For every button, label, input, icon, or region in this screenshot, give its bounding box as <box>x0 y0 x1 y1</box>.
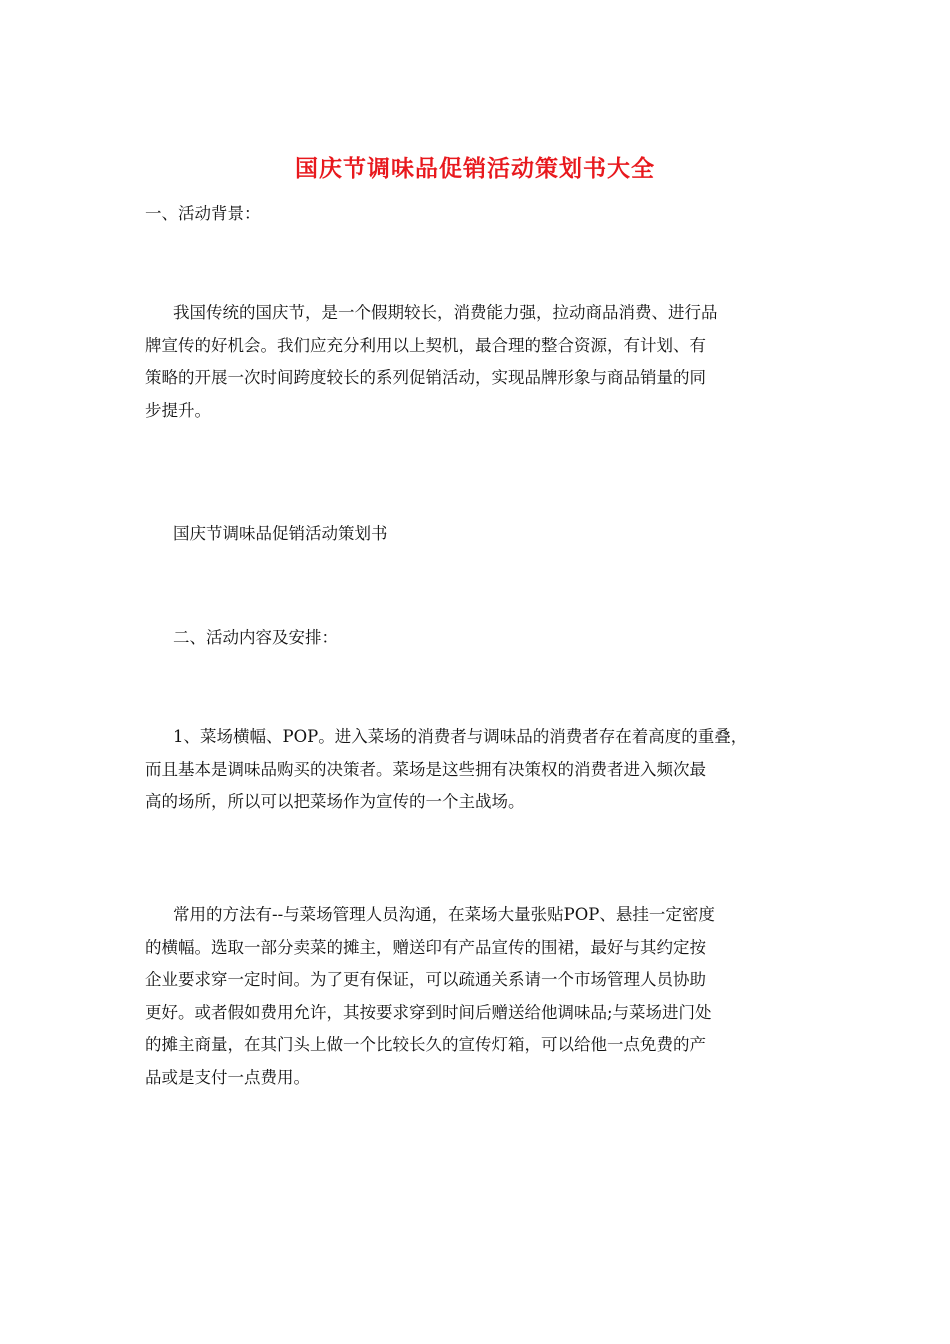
paragraph-line: 品或是支付一点费用。 <box>145 1067 310 1087</box>
paragraph-line: 步提升。 <box>145 400 211 420</box>
section-heading-background: 一、活动背景： <box>145 204 261 223</box>
paragraph-line: 1、菜场横幅、POP。进入菜场的消费者与调味品的消费者存在着高度的重叠， <box>173 727 748 746</box>
paragraph-line: 高的场所，所以可以把菜场作为宣传的一个主战场。 <box>145 792 525 811</box>
paragraph-line: 的横幅。选取一部分卖菜的摊主，赠送印有产品宣传的围裙，最好与其约定按 <box>145 937 706 957</box>
paragraph-line: 更好。或者假如费用允许，其按要求穿到时间后赠送给他调味品;与菜场进门处 <box>145 1002 712 1022</box>
paragraph-line: 的摊主商量，在其门头上做一个比较长久的宣传灯箱，可以给他一点免费的产 <box>145 1035 706 1054</box>
paragraph-line: 策略的开展一次时间跨度较长的系列促销活动，实现品牌形象与商品销量的同 <box>145 368 706 387</box>
paragraph-methods <box>145 899 815 1094</box>
document-title: 国庆节调味品促销活动策划书大全 <box>295 155 655 182</box>
paragraph-background <box>145 297 815 427</box>
section-heading-content: 二、活动内容及安排： <box>173 628 338 647</box>
paragraph-line: 牌宣传的好机会。我们应充分利用以上契机，最合理的整合资源，有计划、有 <box>145 335 706 355</box>
document-subtitle: 国庆节调味品促销活动策划书 <box>173 524 388 543</box>
paragraph-line: 我国传统的国庆节，是一个假期较长，消费能力强，拉动商品消费、进行品 <box>173 303 718 322</box>
paragraph-line: 而且基本是调味品购买的决策者。菜场是这些拥有决策权的消费者进入频次最 <box>145 759 706 779</box>
paragraph-banner-pop <box>145 721 815 819</box>
paragraph-line: 企业要求穿一定时间。为了更有保证，可以疏通关系请一个市场管理人员协助 <box>145 970 706 989</box>
paragraph-line: 常用的方法有--与菜场管理人员沟通，在菜场大量张贴POP、悬挂一定密度 <box>173 905 715 924</box>
